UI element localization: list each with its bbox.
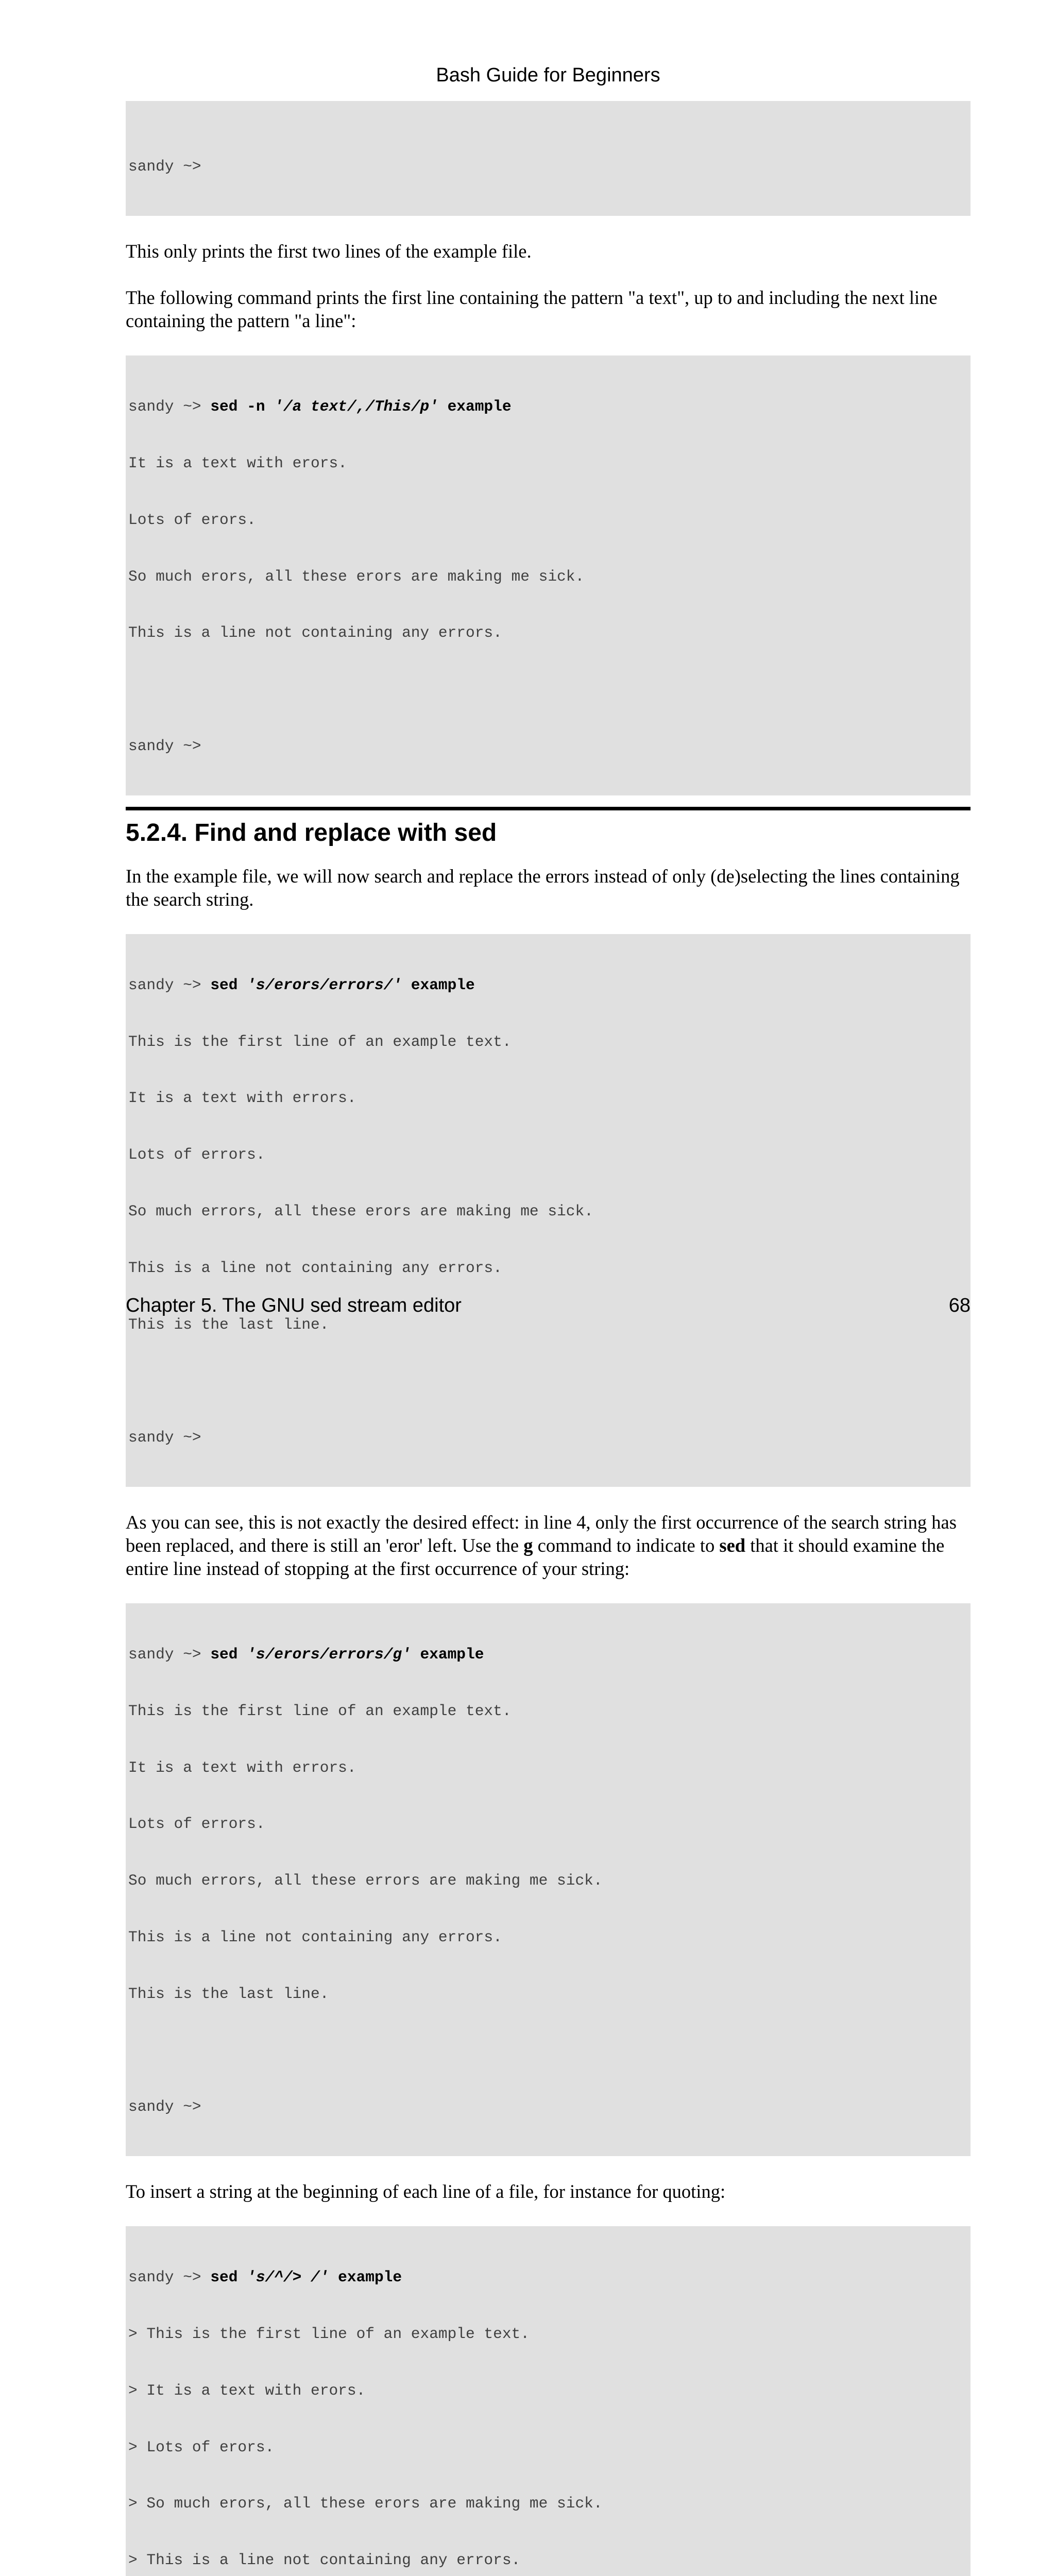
output-line: It is a text with errors. <box>128 1089 356 1107</box>
output-line: > This is a line not containing any errors. <box>128 2551 521 2569</box>
code-block-continued <box>126 101 971 216</box>
output-line: > It is a text with erors. <box>128 2381 366 2399</box>
output-line: So much errors, all these errors are making me sick. <box>128 1872 603 1890</box>
paragraph: The following command prints the first line containing the pattern "a text", up to and including the next line containing the pattern "a line": <box>126 286 938 331</box>
output-line: So much errors, all these erors are making me sick. <box>128 1202 593 1220</box>
command-line: sandy ~> sed -n '/a text/,/This/p' example <box>128 398 512 416</box>
paragraph: To insert a string at the beginning of each line of a file, for instance for quoting: <box>126 2181 726 2202</box>
section-divider <box>126 807 971 810</box>
code-block-range <box>126 355 971 795</box>
output-line: This is a line not containing any errors. <box>128 624 502 642</box>
command-line: sandy ~> sed 's/erors/errors/' example <box>128 976 475 994</box>
output-line: This is the last line. <box>128 1315 329 1333</box>
output-line <box>128 1371 968 1391</box>
bold-term: g <box>523 1534 533 1556</box>
section-heading: 5.2.4. Find and replace with sed <box>126 819 497 846</box>
output-line: Lots of erors. <box>128 511 256 529</box>
footer-chapter-title: Chapter 5. The GNU sed stream editor <box>126 1295 462 1316</box>
code-block-quote-prefix <box>126 2226 971 2576</box>
output-line: So much erors, all these erors are making me sick. <box>128 567 585 585</box>
output-line: It is a text with erors. <box>128 454 347 472</box>
code-prompt: sandy ~> <box>128 1429 201 1447</box>
output-line: This is the first line of an example text. <box>128 1032 512 1050</box>
code-block-replace <box>126 934 971 1487</box>
command-line: sandy ~> sed 's/^/> /' example <box>128 2268 402 2286</box>
output-line <box>128 2041 968 2060</box>
output-line: This is a line not containing any errors. <box>128 1259 502 1277</box>
code-prompt: sandy ~> <box>128 2098 201 2116</box>
output-line: > Lots of erors. <box>128 2438 275 2456</box>
paragraph: As you can see, this is not exactly the desired effect: in line 4, only the first occurrence of the search string has been replaced, and there is still an 'eror' left. Use the g command to indicate to sed that it should examine the entire line instead of stopping at the first occurrence of your string: <box>126 1511 957 1579</box>
command-line: sandy ~> sed 's/erors/errors/g' example <box>128 1646 484 1664</box>
page-number: 68 <box>948 1295 971 1316</box>
output-line: This is the first line of an example text. <box>128 1702 512 1720</box>
output-line: > This is the first line of an example text. <box>128 2325 530 2343</box>
output-line: > So much erors, all these erors are making me sick. <box>128 2495 603 2513</box>
output-line: It is a text with errors. <box>128 1758 356 1776</box>
running-header: Bash Guide for Beginners <box>436 64 660 86</box>
output-line: Lots of errors. <box>128 1815 265 1833</box>
paragraph: In the example file, we will now search and replace the errors instead of only (de)selecting the lines containing the search string. <box>126 865 960 910</box>
output-line <box>128 680 968 699</box>
output-line: This is a line not containing any errors. <box>128 1928 502 1946</box>
bold-term: sed <box>719 1534 746 1556</box>
page-content <box>126 101 971 2576</box>
paragraph: This only prints the first two lines of the example file. <box>126 240 532 262</box>
output-line: This is the last line. <box>128 1985 329 2003</box>
code-block-global-replace <box>126 1603 971 2156</box>
code-prompt: sandy ~> <box>128 158 201 176</box>
code-prompt: sandy ~> <box>128 737 201 755</box>
output-line: Lots of errors. <box>128 1146 265 1164</box>
